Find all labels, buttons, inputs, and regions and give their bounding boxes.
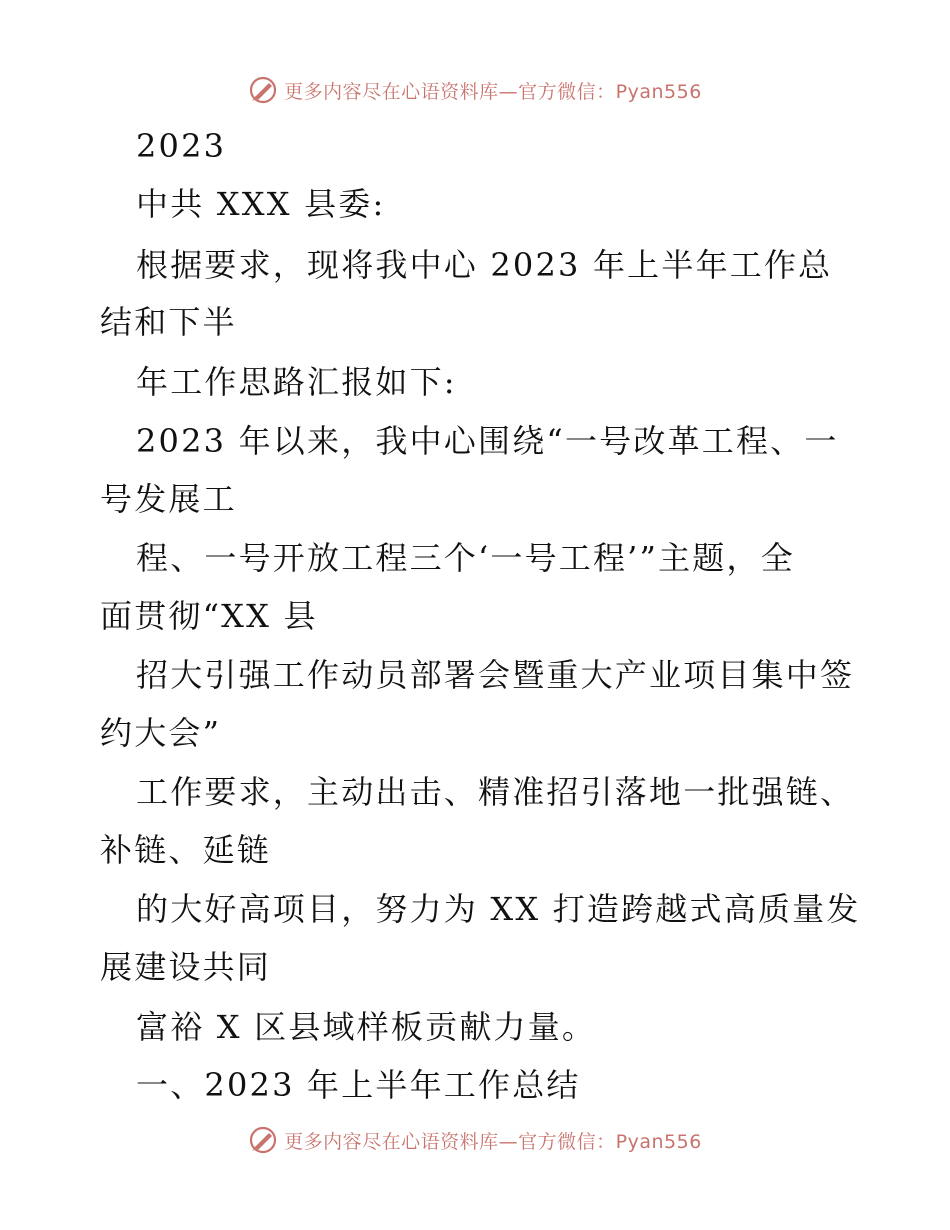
text-line: 富裕 X 区县域样板贡献力量。 xyxy=(136,1008,597,1046)
pen-logo-icon xyxy=(248,1125,278,1155)
text-line: 招大引强工作动员部署会暨重大产业项目集中签 xyxy=(136,656,855,694)
text-line: 补链、延链 xyxy=(100,831,272,869)
text-line: 根据要求，现将我中心 2023 年上半年工作总 xyxy=(136,246,833,284)
pen-logo-icon xyxy=(248,75,278,105)
text-line: 2023 年以来，我中心围绕“一号改革工程、一 xyxy=(136,422,839,460)
text-line: 中共 XXX 县委: xyxy=(136,185,386,223)
text-line: 年工作思路汇报如下: xyxy=(136,363,457,401)
text-line: 2023 xyxy=(136,127,227,165)
text-line: 面贯彻“XX 县 xyxy=(100,597,318,635)
text-line: 结和下半 xyxy=(100,303,237,341)
text-line: 约大会” xyxy=(100,714,222,752)
text-line: 工作要求，主动出击、精准招引落地一批强链、 xyxy=(136,773,855,811)
text-line: 一、2023 年上半年工作总结 xyxy=(136,1066,581,1104)
watermark-header xyxy=(0,70,950,110)
text-line: 的大好高项目，努力为 XX 打造跨越式高质量发 xyxy=(136,890,861,928)
watermark-text: 更多内容尽在心语资料库—官方微信：Pyan556 xyxy=(284,1130,702,1153)
watermark-text: 更多内容尽在心语资料库—官方微信：Pyan556 xyxy=(284,80,702,103)
text-line: 程、一号开放工程三个‘一号工程’”主题，全 xyxy=(136,539,795,577)
text-line: 号发展工 xyxy=(100,480,237,518)
watermark-footer xyxy=(0,1120,950,1160)
text-line: 展建设共同 xyxy=(100,948,272,986)
